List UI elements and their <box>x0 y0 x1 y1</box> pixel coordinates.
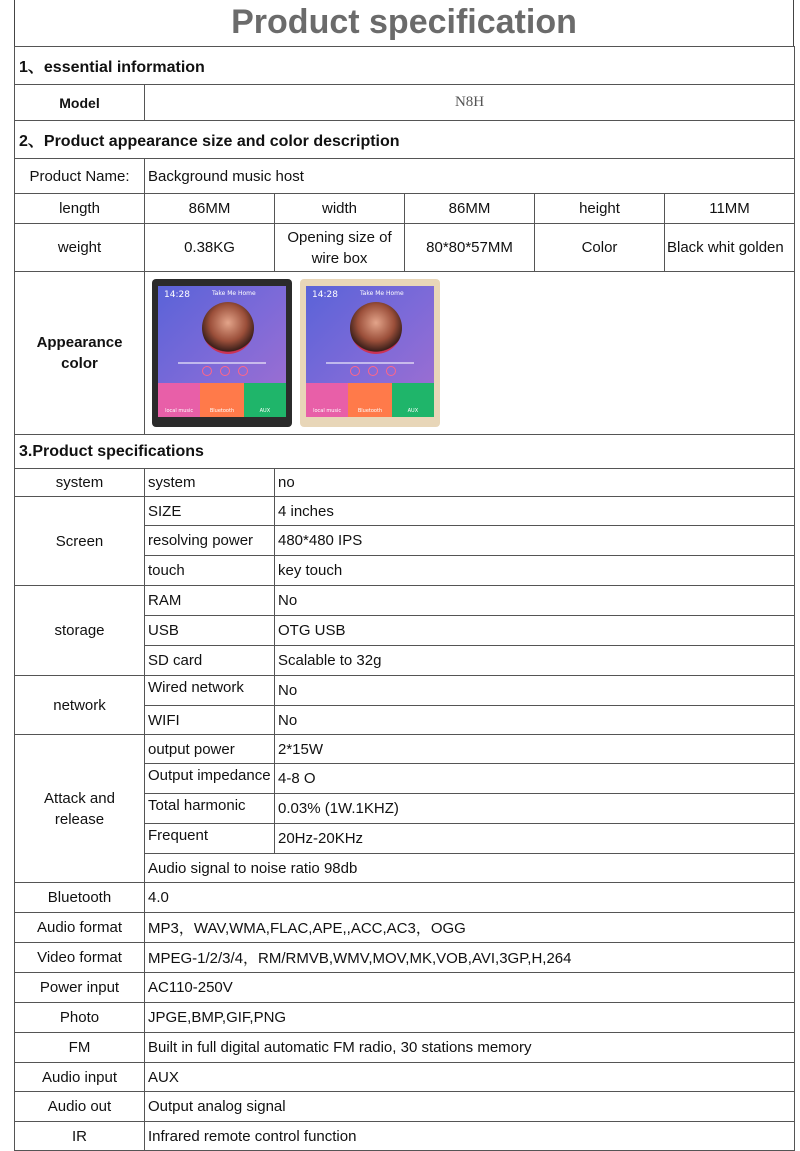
opening-size-label: Opening size of wire box <box>275 224 405 272</box>
height-value: 11MM <box>665 194 795 224</box>
progress-bar <box>326 362 414 364</box>
prev-icon <box>350 366 360 376</box>
storage-label: storage <box>15 586 145 676</box>
power-input-value: AC110-250V <box>145 973 795 1003</box>
audio-format-value: MP3，WAV,WMA,FLAC,APE,,ACC,AC3，OGG <box>145 913 795 943</box>
ir-label: IR <box>15 1122 145 1151</box>
device-screen <box>158 286 286 417</box>
output-impedance-value: 4-8 O <box>275 764 795 794</box>
width-label: width <box>275 194 405 224</box>
tile-aux: AUX <box>392 383 434 417</box>
weight-value: 0.38KG <box>145 224 275 272</box>
section-heading-essential: 1、essential information <box>15 47 795 85</box>
progress-bar <box>178 362 266 364</box>
appearance-images <box>145 272 795 435</box>
snr-value: Audio signal to noise ratio 98db <box>145 854 795 883</box>
screen-resolution-value: 480*480 IPS <box>275 526 795 556</box>
length-value: 86MM <box>145 194 275 224</box>
audio-input-value: AUX <box>145 1063 795 1092</box>
tile-local-music: local music <box>158 383 200 417</box>
network-wifi-value: No <box>275 706 795 735</box>
device-golden-image <box>300 279 440 427</box>
tile-bluetooth: Bluetooth <box>348 383 392 417</box>
audio-format-label: Audio format <box>15 913 145 943</box>
ir-value: Infrared remote control function <box>145 1122 795 1151</box>
appearance-color-label: Appearance color <box>15 272 145 435</box>
device-song: Take Me Home <box>360 290 404 297</box>
storage-usb-key: USB <box>145 616 275 646</box>
audio-out-label: Audio out <box>15 1092 145 1122</box>
device-time: 14:28 <box>312 290 338 300</box>
fm-value: Built in full digital automatic FM radio, 30 stations memory <box>145 1033 795 1063</box>
spec-table-bottom <box>14 434 795 1151</box>
color-label: Color <box>535 224 665 272</box>
screen-size-value: 4 inches <box>275 497 795 526</box>
height-label: height <box>535 194 665 224</box>
width-value: 86MM <box>405 194 535 224</box>
spec-table-top <box>14 46 795 435</box>
length-label: length <box>15 194 145 224</box>
network-wifi-key: WIFI <box>145 706 275 735</box>
tile-bluetooth: Bluetooth <box>200 383 244 417</box>
play-icon <box>220 366 230 376</box>
play-icon <box>368 366 378 376</box>
output-power-value: 2*15W <box>275 735 795 764</box>
photo-label: Photo <box>15 1003 145 1033</box>
network-wired-key: Wired network <box>145 676 275 706</box>
output-power-key: output power <box>145 735 275 764</box>
weight-label: weight <box>15 224 145 272</box>
device-screen <box>306 286 434 417</box>
product-name-value: Background music host <box>145 159 795 194</box>
bluetooth-value: 4.0 <box>145 883 795 913</box>
network-label: network <box>15 676 145 735</box>
page-title: Product specification <box>14 0 794 46</box>
color-value: Black whit golden <box>665 224 795 272</box>
screen-resolution-key: resolving power <box>145 526 275 556</box>
device-song: Take Me Home <box>212 290 256 297</box>
next-icon <box>386 366 396 376</box>
video-format-value: MPEG-1/2/3/4，RM/RMVB,WMV,MOV,MK,VOB,AVI,3GP,H,264 <box>145 943 795 973</box>
storage-ram-key: RAM <box>145 586 275 616</box>
section-heading-specifications: 3.Product specifications <box>15 435 795 469</box>
system-value: no <box>275 469 795 497</box>
screen-size-key: SIZE <box>145 497 275 526</box>
system-key: system <box>145 469 275 497</box>
fm-label: FM <box>15 1033 145 1063</box>
storage-ram-value: No <box>275 586 795 616</box>
power-input-label: Power input <box>15 973 145 1003</box>
audio-out-value: Output analog signal <box>145 1092 795 1122</box>
storage-usb-value: OTG USB <box>275 616 795 646</box>
screen-label: Screen <box>15 497 145 586</box>
model-label: Model <box>15 85 145 121</box>
album-art <box>350 302 402 354</box>
video-format-label: Video format <box>15 943 145 973</box>
frequency-response-value: 20Hz-20KHz <box>275 824 795 854</box>
network-wired-value: No <box>275 676 795 706</box>
screen-touch-key: touch <box>145 556 275 586</box>
photo-value: JPGE,BMP,GIF,PNG <box>145 1003 795 1033</box>
audio-input-label: Audio input <box>15 1063 145 1092</box>
bluetooth-label: Bluetooth <box>15 883 145 913</box>
opening-size-value: 80*80*57MM <box>405 224 535 272</box>
model-value: N8H <box>145 85 795 121</box>
system-label: system <box>15 469 145 497</box>
next-icon <box>238 366 248 376</box>
section-heading-appearance: 2、Product appearance size and color description <box>15 121 795 159</box>
device-black-image <box>152 279 292 427</box>
tile-local-music: local music <box>306 383 348 417</box>
attack-release-label: Attack and release <box>15 735 145 883</box>
screen-touch-value: key touch <box>275 556 795 586</box>
thd-key: Total harmonic <box>145 794 275 824</box>
output-impedance-key: Output impedance <box>145 764 275 794</box>
storage-sd-value: Scalable to 32g <box>275 646 795 676</box>
album-art <box>202 302 254 354</box>
thd-value: 0.03% (1W.1KHZ) <box>275 794 795 824</box>
device-time: 14:28 <box>164 290 190 300</box>
product-name-label: Product Name: <box>15 159 145 194</box>
tile-aux: AUX <box>244 383 286 417</box>
prev-icon <box>202 366 212 376</box>
frequency-response-key: Frequent <box>145 824 275 854</box>
storage-sd-key: SD card <box>145 646 275 676</box>
spec-sheet <box>14 0 794 1150</box>
